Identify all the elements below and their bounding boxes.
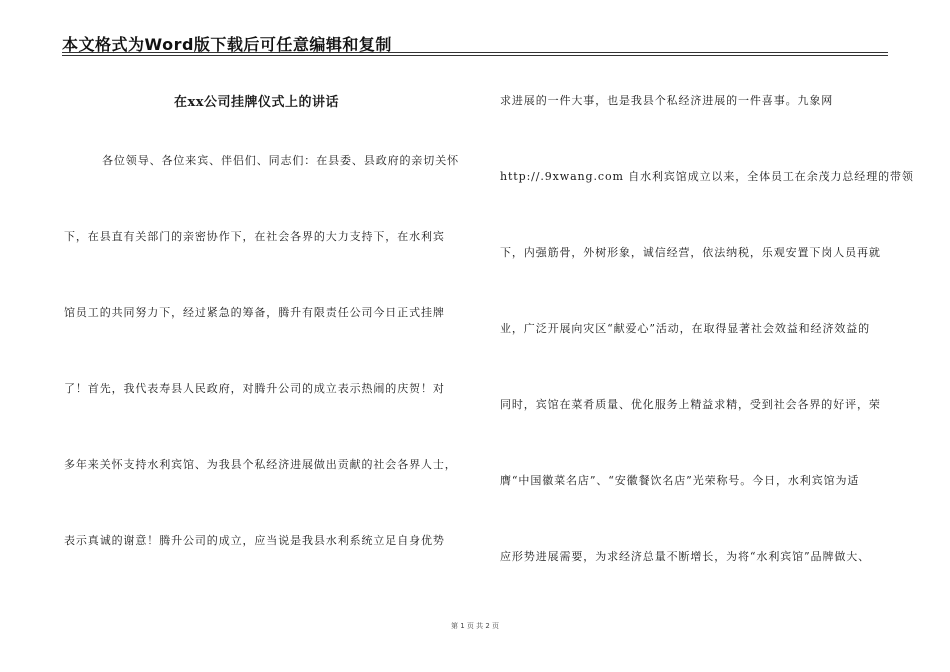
paragraph-line: 业，广泛开展向灾区“献爱心”活动，在取得显著社会效益和经济效益的	[500, 322, 871, 335]
document-title: 在xx公司挂牌仪式上的讲话	[173, 95, 339, 110]
paragraph-line: 多年来关怀支持水利宾馆、为我县个私经济进展做出贡献的社会各界人士，	[64, 458, 457, 471]
right-column	[500, 80, 914, 626]
download-banner: 本文格式为Word版下载后可任意编辑和复制	[62, 35, 392, 54]
paragraph-line: http://.9xwang.com 自水利宾馆成立以来，全体员工在余茂力总经理的带领	[500, 170, 914, 183]
paragraph-line: 馆员工的共同努力下，经过紧急的筹备，腾升有限责任公司今日正式挂牌	[64, 306, 445, 319]
paragraph-line: 下，在县直有关部门的亲密协作下，在社会各界的大力支持下，在水利宾	[64, 230, 445, 243]
paragraph-line: 膺“中国徽菜名店”、“安徽餐饮名店”光荣称号。今日，水利宾馆为适	[500, 474, 860, 487]
paragraph-line: 同时，宾馆在菜肴质量、优化服务上精益求精，受到社会各界的好评，荣	[500, 398, 881, 411]
left-column	[64, 80, 459, 610]
paragraph-line: 各位领导、各位来宾、伴侣们、同志们：在县委、县政府的亲切关怀	[102, 154, 459, 167]
paragraph-line: 了！首先，我代表寿县人民政府，对腾升公司的成立表示热闹的庆贺！对	[64, 382, 445, 395]
paragraph-line: 下，内强筋骨，外树形象，诚信经营，依法纳税，乐观安置下岗人员再就	[500, 246, 881, 259]
page-number-footer: 第 1 页 共 2 页	[450, 622, 500, 630]
banner-rule-secondary	[62, 55, 888, 56]
banner-rule	[62, 52, 888, 53]
paragraph-line: 表示真诚的谢意！腾升公司的成立，应当说是我县水利系统立足自身优势	[64, 534, 445, 547]
paragraph-line: 应形势进展需要，为求经济总量不断增长，为将“水利宾馆”品牌做大、	[500, 550, 871, 563]
paragraph-line: 求进展的一件大事，也是我县个私经济进展的一件喜事。九象网	[500, 94, 834, 107]
